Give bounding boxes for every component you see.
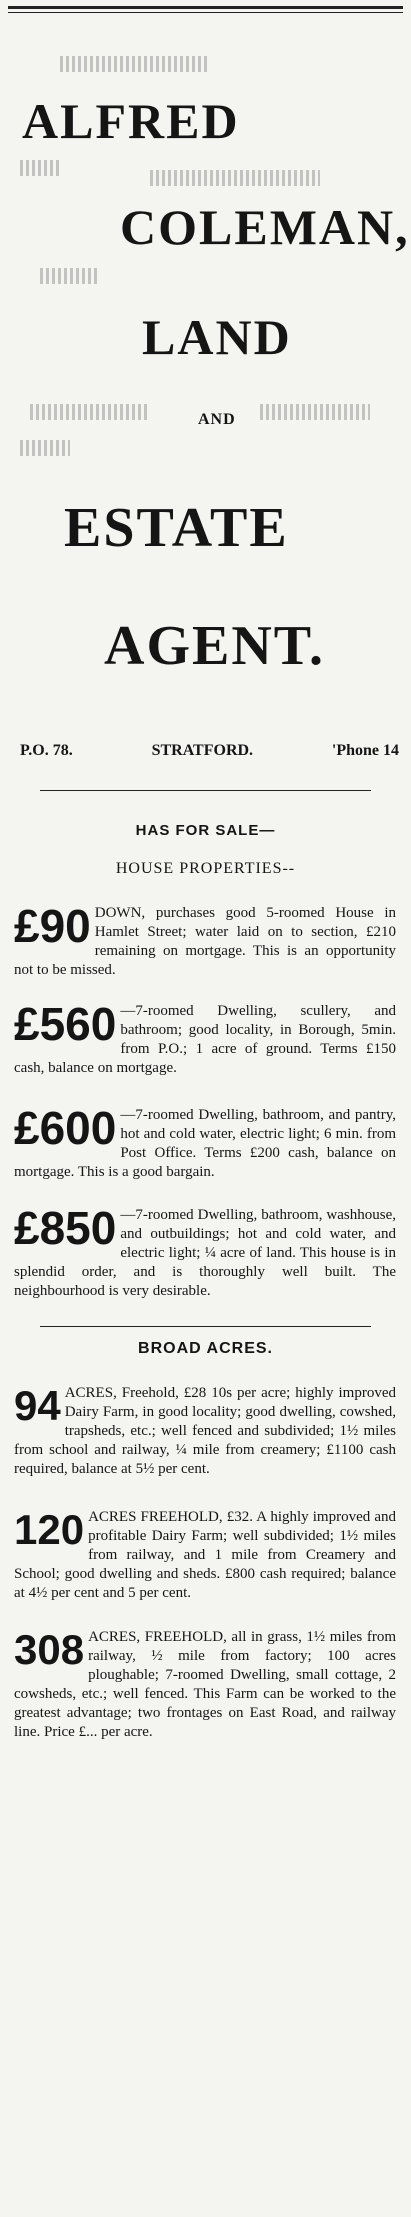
listing-acres: 308 (14, 1626, 85, 1673)
contact-line (20, 742, 399, 760)
listing-price: £560 (14, 998, 117, 1050)
title-estate: ESTATE (64, 497, 289, 559)
listing-text: ACRES FREEHOLD, £32. A highly improved and profitable Dairy Farm; well subdivided; 1½ miles from railway, and 1 mile from Creamery and School; good dwelling and sheds. £800 cash required; balance at 4½ per cent and 5 per cent. (14, 1509, 396, 1601)
house-properties-subheading: HOUSE PROPERTIES-- (115, 860, 296, 877)
title-agent: AGENT. (104, 615, 325, 677)
phone-number: 'Phone 14 (331, 742, 399, 759)
top-rule-thin (8, 12, 403, 13)
show-through-text (30, 404, 150, 420)
listing-house-90 (14, 900, 396, 980)
show-through-text (40, 268, 100, 284)
section-divider (40, 790, 371, 791)
show-through-text (150, 170, 320, 186)
listing-house-560 (14, 998, 396, 1078)
listing-text: —7-roomed Dwelling, bathroom, and pantry, hot and cold water, electric light; 6 min. from Post Office. Terms £200 cash, balance on mortgage. This is a good bargain. (14, 1107, 396, 1180)
listing-text: ACRES, FREEHOLD, all in grass, 1½ miles from railway, ½ mile from factory; 100 acres ploughable; 7-roomed Dwelling, small cottage, 2 cowsheds, etc.; well fenced. This Farm can be worked to the greatest advantage; two frontages on East Road, and railway line. Price £... per acre. (14, 1629, 396, 1740)
listing-farm-94 (14, 1384, 396, 1479)
listing-text: ACRES, Freehold, £28 10s per acre; highly improved Dairy Farm, in good locality; good dwelling, cowshed, trapsheds, etc.; well fenced and subdivided; 1½ miles from school and railway, ¼ mile from creamery; £1100 cash required, balance at 5½ per cent. (14, 1385, 396, 1477)
listing-text: DOWN, purchases good 5-roomed House in Hamlet Street; water laid on to section, £210 remaining on mortgage. This is an opportunity not to be missed. (14, 905, 396, 978)
title-and: AND (198, 411, 236, 428)
listing-house-600 (14, 1102, 396, 1182)
for-sale-heading: HAS FOR SALE— (135, 822, 276, 839)
town: STRATFORD. (151, 742, 254, 759)
broad-acres-heading: BROAD ACRES. (138, 1340, 273, 1357)
title-land: LAND (142, 309, 292, 365)
section-divider (40, 1326, 371, 1327)
show-through-text (20, 160, 60, 176)
listing-price: £850 (14, 1202, 117, 1254)
show-through-text (60, 56, 210, 72)
show-through-text (20, 440, 70, 456)
show-through-text (260, 404, 370, 420)
listing-price: £600 (14, 1102, 117, 1154)
listing-price: £90 (14, 900, 91, 952)
listing-text: —7-roomed Dwelling, bathroom, washhouse, and outbuildings; hot and cold water, and electric light; ¼ acre of land. This house is in splendid order, and is thoroughly well built. The neighbourhood is very desirable. (14, 1207, 396, 1299)
agent-surname: COLEMAN, (120, 199, 410, 255)
listing-acres: 120 (14, 1506, 85, 1553)
po-box: P.O. 78. (20, 742, 73, 759)
listing-acres: 94 (14, 1382, 61, 1429)
listing-text: —7-roomed Dwelling, scullery, and bathroom; good locality, in Borough, 5min. from P.O.; 1 acre of ground. Terms £150 cash, balance on mortgage. (14, 1003, 396, 1076)
agent-first-name: ALFRED (22, 93, 240, 149)
listing-farm-120 (14, 1508, 396, 1603)
listing-farm-308 (14, 1628, 396, 1742)
listing-house-850 (14, 1202, 396, 1301)
top-double-rule (8, 6, 403, 9)
